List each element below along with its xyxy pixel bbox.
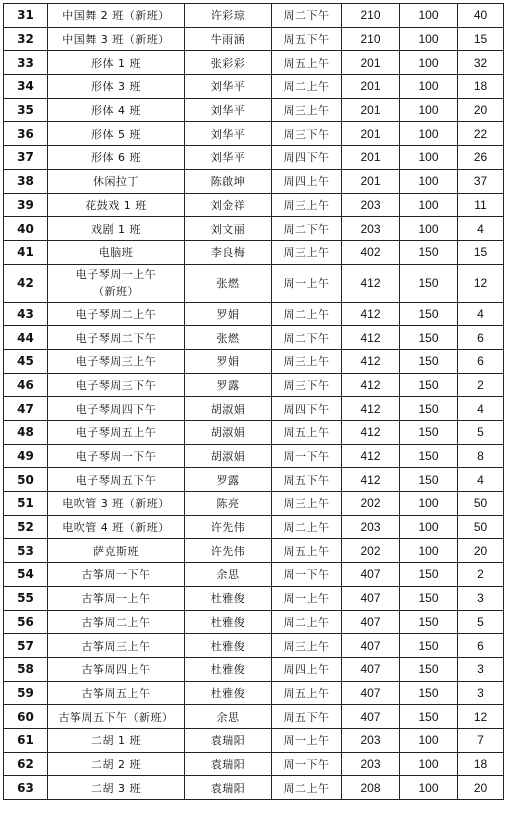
time-slot-cell: 周三下午 <box>272 373 342 397</box>
time-slot-cell: 周三上午 <box>272 492 342 516</box>
enrollment-count-cell: 6 <box>458 326 504 350</box>
row-number-cell: 43 <box>4 302 48 326</box>
teacher-cell: 刘文丽 <box>185 217 272 241</box>
time-slot-cell: 周三上午 <box>272 634 342 658</box>
fee-cell: 150 <box>400 421 458 445</box>
time-slot-cell: 周一上午 <box>272 728 342 752</box>
enrollment-count-cell: 5 <box>458 421 504 445</box>
room-cell: 407 <box>342 586 400 610</box>
fee-cell: 150 <box>400 240 458 264</box>
enrollment-count-cell: 11 <box>458 193 504 217</box>
enrollment-count-cell: 6 <box>458 634 504 658</box>
enrollment-count-cell: 26 <box>458 146 504 170</box>
fee-cell: 150 <box>400 610 458 634</box>
fee-cell: 150 <box>400 657 458 681</box>
table-row <box>4 610 504 634</box>
course-name-cell: 电脑班 <box>48 240 185 264</box>
row-number-cell: 36 <box>4 122 48 146</box>
table-row <box>4 75 504 99</box>
enrollment-count-cell: 18 <box>458 752 504 776</box>
table-row <box>4 217 504 241</box>
course-name-cell: 形体 4 班 <box>48 98 185 122</box>
fee-cell: 100 <box>400 752 458 776</box>
course-name-cell: 电子琴周一下午 <box>48 444 185 468</box>
enrollment-count-cell: 6 <box>458 349 504 373</box>
teacher-cell: 胡淑娟 <box>185 444 272 468</box>
fee-cell: 100 <box>400 4 458 28</box>
fee-cell: 100 <box>400 492 458 516</box>
teacher-cell: 胡淑娟 <box>185 397 272 421</box>
fee-cell: 100 <box>400 539 458 563</box>
enrollment-count-cell: 15 <box>458 27 504 51</box>
table-row <box>4 4 504 28</box>
row-number-cell: 42 <box>4 264 48 302</box>
table-row <box>4 681 504 705</box>
table-row <box>4 728 504 752</box>
row-number-cell: 38 <box>4 169 48 193</box>
time-slot-cell: 周三下午 <box>272 122 342 146</box>
room-cell: 412 <box>342 397 400 421</box>
row-number-cell: 58 <box>4 657 48 681</box>
course-name-cell: 中国舞 3 班（新班） <box>48 27 185 51</box>
enrollment-count-cell: 20 <box>458 776 504 800</box>
table-body <box>4 4 504 800</box>
table-row <box>4 169 504 193</box>
room-cell: 407 <box>342 657 400 681</box>
fee-cell: 150 <box>400 634 458 658</box>
time-slot-cell: 周三上午 <box>272 98 342 122</box>
fee-cell: 150 <box>400 586 458 610</box>
row-number-cell: 45 <box>4 349 48 373</box>
teacher-cell: 陈啟坤 <box>185 169 272 193</box>
room-cell: 210 <box>342 4 400 28</box>
teacher-cell: 罗露 <box>185 468 272 492</box>
row-number-cell: 50 <box>4 468 48 492</box>
enrollment-count-cell: 37 <box>458 169 504 193</box>
time-slot-cell: 周二上午 <box>272 75 342 99</box>
room-cell: 201 <box>342 75 400 99</box>
room-cell: 412 <box>342 326 400 350</box>
fee-cell: 150 <box>400 302 458 326</box>
table-row <box>4 51 504 75</box>
course-name-cell: 电子琴周四下午 <box>48 397 185 421</box>
fee-cell: 100 <box>400 27 458 51</box>
room-cell: 203 <box>342 515 400 539</box>
room-cell: 201 <box>342 122 400 146</box>
table-row <box>4 634 504 658</box>
room-cell: 407 <box>342 705 400 729</box>
fee-cell: 150 <box>400 705 458 729</box>
course-name-cell: 电子琴周三下午 <box>48 373 185 397</box>
time-slot-cell: 周二下午 <box>272 217 342 241</box>
row-number-cell: 34 <box>4 75 48 99</box>
room-cell: 203 <box>342 728 400 752</box>
row-number-cell: 54 <box>4 563 48 587</box>
teacher-cell: 刘金祥 <box>185 193 272 217</box>
fee-cell: 100 <box>400 51 458 75</box>
course-name-cell: 古筝周四上午 <box>48 657 185 681</box>
enrollment-count-cell: 20 <box>458 539 504 563</box>
time-slot-cell: 周一下午 <box>272 444 342 468</box>
row-number-cell: 41 <box>4 240 48 264</box>
row-number-cell: 46 <box>4 373 48 397</box>
course-name-cell: 电子琴周五下午 <box>48 468 185 492</box>
row-number-cell: 59 <box>4 681 48 705</box>
teacher-cell: 杜雅俊 <box>185 681 272 705</box>
class-schedule-table <box>3 3 504 800</box>
row-number-cell: 35 <box>4 98 48 122</box>
enrollment-count-cell: 2 <box>458 563 504 587</box>
course-name-cell: 形体 6 班 <box>48 146 185 170</box>
table-row <box>4 373 504 397</box>
time-slot-cell: 周三上午 <box>272 193 342 217</box>
course-name-cell: 电子琴周二下午 <box>48 326 185 350</box>
room-cell: 202 <box>342 492 400 516</box>
time-slot-cell: 周五上午 <box>272 539 342 563</box>
table-row <box>4 492 504 516</box>
room-cell: 412 <box>342 349 400 373</box>
enrollment-count-cell: 22 <box>458 122 504 146</box>
teacher-cell: 袁瑞阳 <box>185 728 272 752</box>
enrollment-count-cell: 4 <box>458 302 504 326</box>
room-cell: 210 <box>342 27 400 51</box>
course-name-cell: 古筝周三上午 <box>48 634 185 658</box>
row-number-cell: 55 <box>4 586 48 610</box>
row-number-cell: 40 <box>4 217 48 241</box>
fee-cell: 150 <box>400 563 458 587</box>
teacher-cell: 余思 <box>185 705 272 729</box>
teacher-cell: 杜雅俊 <box>185 657 272 681</box>
table-row <box>4 326 504 350</box>
course-name-cell: 戏剧 1 班 <box>48 217 185 241</box>
enrollment-count-cell: 15 <box>458 240 504 264</box>
row-number-cell: 39 <box>4 193 48 217</box>
enrollment-count-cell: 20 <box>458 98 504 122</box>
room-cell: 203 <box>342 193 400 217</box>
fee-cell: 100 <box>400 75 458 99</box>
teacher-cell: 刘华平 <box>185 146 272 170</box>
row-number-cell: 57 <box>4 634 48 658</box>
time-slot-cell: 周一下午 <box>272 752 342 776</box>
row-number-cell: 44 <box>4 326 48 350</box>
row-number-cell: 63 <box>4 776 48 800</box>
room-cell: 407 <box>342 563 400 587</box>
course-name-cell: 休闲拉丁 <box>48 169 185 193</box>
fee-cell: 100 <box>400 146 458 170</box>
time-slot-cell: 周二上午 <box>272 515 342 539</box>
teacher-cell: 刘华平 <box>185 122 272 146</box>
enrollment-count-cell: 7 <box>458 728 504 752</box>
fee-cell: 100 <box>400 122 458 146</box>
table-row <box>4 539 504 563</box>
row-number-cell: 47 <box>4 397 48 421</box>
fee-cell: 150 <box>400 444 458 468</box>
room-cell: 412 <box>342 468 400 492</box>
time-slot-cell: 周一上午 <box>272 586 342 610</box>
enrollment-count-cell: 2 <box>458 373 504 397</box>
fee-cell: 100 <box>400 515 458 539</box>
time-slot-cell: 周四上午 <box>272 657 342 681</box>
course-name-cell: 电子琴周五上午 <box>48 421 185 445</box>
course-name-line-1: 电子琴周一上午 <box>75 268 157 282</box>
row-number-cell: 56 <box>4 610 48 634</box>
room-cell: 412 <box>342 421 400 445</box>
course-name-cell: 形体 5 班 <box>48 122 185 146</box>
room-cell: 407 <box>342 681 400 705</box>
time-slot-cell: 周五下午 <box>272 705 342 729</box>
table-row <box>4 705 504 729</box>
row-number-cell: 61 <box>4 728 48 752</box>
row-number-cell: 37 <box>4 146 48 170</box>
time-slot-cell: 周二下午 <box>272 326 342 350</box>
time-slot-cell: 周二下午 <box>272 4 342 28</box>
room-cell: 402 <box>342 240 400 264</box>
course-name-cell <box>48 264 185 302</box>
enrollment-count-cell: 12 <box>458 264 504 302</box>
time-slot-cell: 周一下午 <box>272 563 342 587</box>
course-name-line-2: （新班） <box>93 285 139 299</box>
teacher-cell: 胡淑娟 <box>185 421 272 445</box>
room-cell: 202 <box>342 539 400 563</box>
time-slot-cell: 周五上午 <box>272 421 342 445</box>
room-cell: 407 <box>342 610 400 634</box>
teacher-cell: 杜雅俊 <box>185 634 272 658</box>
teacher-cell: 许彩琼 <box>185 4 272 28</box>
course-name-cell: 古筝周一下午 <box>48 563 185 587</box>
teacher-cell: 许先伟 <box>185 515 272 539</box>
course-name-cell: 电子琴周三上午 <box>48 349 185 373</box>
fee-cell: 150 <box>400 349 458 373</box>
course-name-cell: 花鼓戏 1 班 <box>48 193 185 217</box>
fee-cell: 100 <box>400 728 458 752</box>
time-slot-cell: 周五上午 <box>272 51 342 75</box>
fee-cell: 100 <box>400 193 458 217</box>
table-row <box>4 444 504 468</box>
table-row <box>4 468 504 492</box>
table-row <box>4 240 504 264</box>
enrollment-count-cell: 12 <box>458 705 504 729</box>
enrollment-count-cell: 3 <box>458 681 504 705</box>
table-row <box>4 302 504 326</box>
table-row <box>4 515 504 539</box>
teacher-cell: 杜雅俊 <box>185 586 272 610</box>
enrollment-count-cell: 5 <box>458 610 504 634</box>
time-slot-cell: 周二上午 <box>272 610 342 634</box>
table-row <box>4 146 504 170</box>
course-name-cell: 电吹管 4 班（新班） <box>48 515 185 539</box>
row-number-cell: 62 <box>4 752 48 776</box>
teacher-cell: 罗娟 <box>185 302 272 326</box>
teacher-cell: 余思 <box>185 563 272 587</box>
table-row <box>4 657 504 681</box>
fee-cell: 100 <box>400 217 458 241</box>
row-number-cell: 51 <box>4 492 48 516</box>
room-cell: 412 <box>342 302 400 326</box>
room-cell: 203 <box>342 752 400 776</box>
fee-cell: 100 <box>400 776 458 800</box>
time-slot-cell: 周四下午 <box>272 397 342 421</box>
row-number-cell: 32 <box>4 27 48 51</box>
row-number-cell: 49 <box>4 444 48 468</box>
teacher-cell: 罗露 <box>185 373 272 397</box>
course-name-cell: 电吹管 3 班（新班） <box>48 492 185 516</box>
enrollment-count-cell: 50 <box>458 515 504 539</box>
time-slot-cell: 周五上午 <box>272 681 342 705</box>
table-row <box>4 776 504 800</box>
time-slot-cell: 周二上午 <box>272 776 342 800</box>
table-row <box>4 349 504 373</box>
enrollment-count-cell: 32 <box>458 51 504 75</box>
fee-cell: 150 <box>400 326 458 350</box>
table-row <box>4 421 504 445</box>
room-cell: 201 <box>342 169 400 193</box>
room-cell: 412 <box>342 373 400 397</box>
table-row <box>4 563 504 587</box>
table-row <box>4 122 504 146</box>
teacher-cell: 张彩彩 <box>185 51 272 75</box>
course-name-cell: 电子琴周二上午 <box>48 302 185 326</box>
time-slot-cell: 周三上午 <box>272 240 342 264</box>
course-name-cell: 古筝周一上午 <box>48 586 185 610</box>
time-slot-cell: 周一上午 <box>272 264 342 302</box>
table-row <box>4 397 504 421</box>
room-cell: 208 <box>342 776 400 800</box>
enrollment-count-cell: 4 <box>458 397 504 421</box>
fee-cell: 150 <box>400 373 458 397</box>
enrollment-count-cell: 4 <box>458 468 504 492</box>
fee-cell: 150 <box>400 681 458 705</box>
room-cell: 412 <box>342 264 400 302</box>
teacher-cell: 刘华平 <box>185 98 272 122</box>
enrollment-count-cell: 8 <box>458 444 504 468</box>
enrollment-count-cell: 3 <box>458 657 504 681</box>
room-cell: 407 <box>342 634 400 658</box>
course-name-cell: 形体 1 班 <box>48 51 185 75</box>
enrollment-count-cell: 40 <box>458 4 504 28</box>
table-row <box>4 752 504 776</box>
course-name-cell: 二胡 1 班 <box>48 728 185 752</box>
teacher-cell: 袁瑞阳 <box>185 776 272 800</box>
table-row <box>4 98 504 122</box>
teacher-cell: 陈亮 <box>185 492 272 516</box>
room-cell: 412 <box>342 444 400 468</box>
table-row <box>4 264 504 302</box>
row-number-cell: 52 <box>4 515 48 539</box>
time-slot-cell: 周三上午 <box>272 349 342 373</box>
enrollment-count-cell: 18 <box>458 75 504 99</box>
row-number-cell: 53 <box>4 539 48 563</box>
teacher-cell: 袁瑞阳 <box>185 752 272 776</box>
table-row <box>4 27 504 51</box>
room-cell: 201 <box>342 146 400 170</box>
time-slot-cell: 周五下午 <box>272 27 342 51</box>
time-slot-cell: 周四上午 <box>272 169 342 193</box>
teacher-cell: 罗娟 <box>185 349 272 373</box>
course-name-cell: 古筝周五下午（新班） <box>48 705 185 729</box>
teacher-cell: 杜雅俊 <box>185 610 272 634</box>
table-row <box>4 586 504 610</box>
teacher-cell: 张燃 <box>185 326 272 350</box>
fee-cell: 150 <box>400 468 458 492</box>
course-name-cell: 二胡 3 班 <box>48 776 185 800</box>
time-slot-cell: 周五下午 <box>272 468 342 492</box>
course-name-cell: 形体 3 班 <box>48 75 185 99</box>
teacher-cell: 牛雨涵 <box>185 27 272 51</box>
fee-cell: 100 <box>400 98 458 122</box>
enrollment-count-cell: 4 <box>458 217 504 241</box>
room-cell: 201 <box>342 51 400 75</box>
course-name-cell: 古筝周五上午 <box>48 681 185 705</box>
enrollment-count-cell: 50 <box>458 492 504 516</box>
room-cell: 203 <box>342 217 400 241</box>
row-number-cell: 31 <box>4 4 48 28</box>
time-slot-cell: 周二上午 <box>272 302 342 326</box>
room-cell: 201 <box>342 98 400 122</box>
time-slot-cell: 周四下午 <box>272 146 342 170</box>
course-name-cell: 萨克斯班 <box>48 539 185 563</box>
fee-cell: 100 <box>400 169 458 193</box>
table-row <box>4 193 504 217</box>
fee-cell: 150 <box>400 264 458 302</box>
row-number-cell: 60 <box>4 705 48 729</box>
course-name-cell: 二胡 2 班 <box>48 752 185 776</box>
fee-cell: 150 <box>400 397 458 421</box>
course-name-cell: 古筝周二上午 <box>48 610 185 634</box>
teacher-cell: 许先伟 <box>185 539 272 563</box>
teacher-cell: 张燃 <box>185 264 272 302</box>
teacher-cell: 李良梅 <box>185 240 272 264</box>
row-number-cell: 33 <box>4 51 48 75</box>
enrollment-count-cell: 3 <box>458 586 504 610</box>
row-number-cell: 48 <box>4 421 48 445</box>
teacher-cell: 刘华平 <box>185 75 272 99</box>
course-name-cell: 中国舞 2 班（新班） <box>48 4 185 28</box>
